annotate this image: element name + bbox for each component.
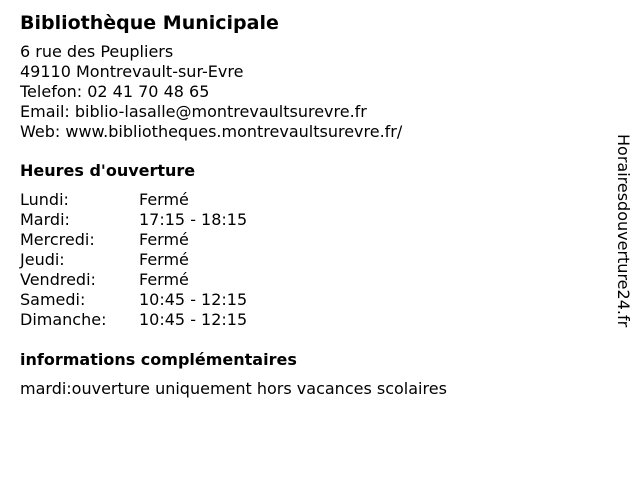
day-label: Mercredi:: [20, 230, 95, 249]
day-hours: Fermé: [139, 270, 189, 289]
website-url: Web: www.bibliotheques.montrevaultsurevre.fr/: [20, 122, 403, 141]
day-hours: Fermé: [139, 190, 189, 209]
hours-row-wednesday: [20, 230, 590, 250]
hours-row-tuesday: [20, 210, 590, 230]
opening-hours-heading: Heures d'ouverture: [20, 161, 196, 180]
day-hours: 17:15 - 18:15: [139, 210, 248, 229]
day-label: Vendredi:: [20, 270, 96, 289]
hours-row-sunday: [20, 310, 590, 330]
email-address: Email: biblio-lasalle@montrevaultsurevre.fr: [20, 102, 367, 121]
page-title: Bibliothèque Municipale: [20, 12, 279, 34]
hours-row-thursday: [20, 250, 590, 270]
day-hours: Fermé: [139, 230, 189, 249]
day-label: Mardi:: [20, 210, 70, 229]
site-watermark: Horairesdouverture24.fr: [614, 134, 633, 328]
additional-info-heading: informations complémentaires: [20, 350, 297, 369]
day-hours: Fermé: [139, 250, 189, 269]
street-address: 6 rue des Peupliers: [20, 42, 174, 61]
hours-row-friday: [20, 270, 590, 290]
address-block: [20, 42, 590, 142]
opening-hours-table: [20, 190, 590, 330]
day-label: Samedi:: [20, 290, 86, 309]
day-hours: 10:45 - 12:15: [139, 310, 248, 329]
day-label: Dimanche:: [20, 310, 107, 329]
city-postcode: 49110 Montrevault-sur-Evre: [20, 62, 244, 81]
day-hours: 10:45 - 12:15: [139, 290, 248, 309]
hours-row-monday: [20, 190, 590, 210]
hours-row-saturday: [20, 290, 590, 310]
library-details: [20, 10, 590, 399]
day-label: Lundi:: [20, 190, 69, 209]
additional-info-text: mardi:ouverture uniquement hors vacances scolaires: [20, 379, 447, 398]
phone-number: Telefon: 02 41 70 48 65: [20, 82, 210, 101]
day-label: Jeudi:: [20, 250, 65, 269]
